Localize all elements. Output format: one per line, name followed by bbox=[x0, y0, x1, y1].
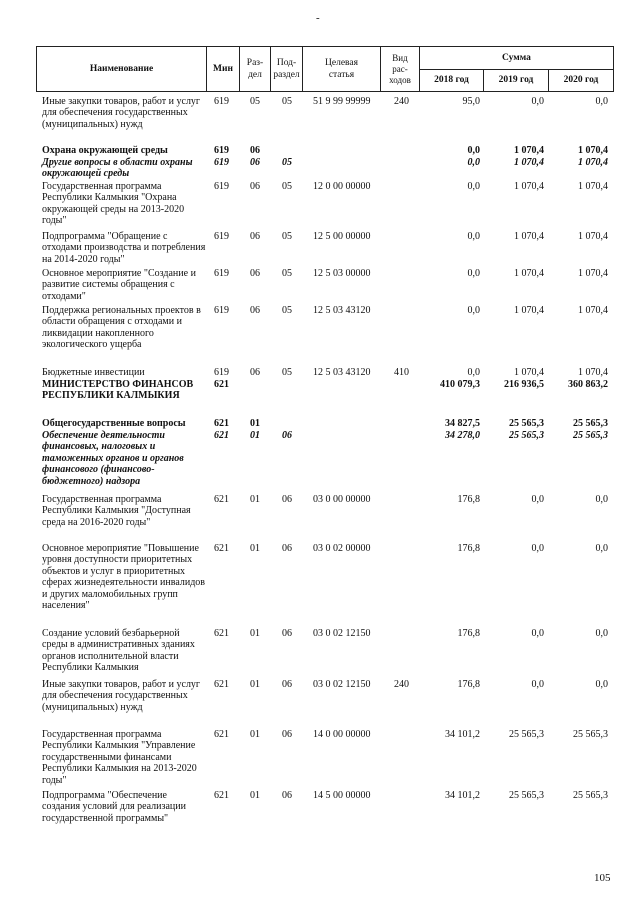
row-name-cell: Государственная программа Республики Калмыкия "Управление государственными финансами Республики Калмыкия на 2013-2020 годы" bbox=[42, 729, 197, 786]
row-podrazdel-cell: 05 bbox=[282, 157, 292, 168]
row-sum-2020-cell: 1 070,4 bbox=[578, 181, 608, 192]
row-razdel-cell: 06 bbox=[250, 157, 260, 168]
header-vid: Вид рас- ходов bbox=[381, 47, 420, 91]
row-sum-2019-cell: 1 070,4 bbox=[514, 145, 544, 156]
row-min-cell: 621 bbox=[214, 628, 229, 639]
header-min: Мин bbox=[207, 47, 240, 91]
row-sum-2018-cell: 176,8 bbox=[457, 494, 480, 505]
row-podrazdel-cell: 06 bbox=[282, 679, 292, 690]
row-min-cell: 619 bbox=[214, 367, 229, 378]
row-sum-2020-cell: 0,0 bbox=[595, 96, 608, 107]
row-name-cell: Другие вопросы в области охраны окружающей среды bbox=[42, 157, 193, 180]
header-summa: Сумма bbox=[420, 47, 613, 70]
row-podrazdel-cell: 05 bbox=[282, 367, 292, 378]
row-sum-2018-cell: 34 101,2 bbox=[445, 729, 480, 740]
row-razdel-cell: 05 bbox=[250, 96, 260, 107]
row-podrazdel-cell: 06 bbox=[282, 494, 292, 505]
row-sum-2018-cell: 410 079,3 bbox=[440, 379, 480, 390]
row-cs-cell: 51 9 99 99999 bbox=[313, 96, 371, 107]
row-podrazdel-cell: 06 bbox=[282, 790, 292, 801]
header-name: Наименование bbox=[37, 47, 207, 91]
row-vid-cell: 240 bbox=[394, 96, 409, 107]
row-razdel-cell: 01 bbox=[250, 729, 260, 740]
row-razdel-cell: 01 bbox=[250, 679, 260, 690]
row-sum-2020-cell: 1 070,4 bbox=[578, 268, 608, 279]
row-sum-2019-cell: 1 070,4 bbox=[514, 305, 544, 316]
row-sum-2019-cell: 0,0 bbox=[531, 543, 544, 554]
row-sum-2020-cell: 1 070,4 bbox=[578, 305, 608, 316]
row-name-cell: МИНИСТЕРСТВО ФИНАНСОВ РЕСПУБЛИКИ КАЛМЫКИЯ bbox=[42, 379, 194, 402]
row-cs-cell: 03 0 02 12150 bbox=[313, 679, 371, 690]
row-sum-2020-cell: 1 070,4 bbox=[578, 145, 608, 156]
row-razdel-cell: 06 bbox=[250, 367, 260, 378]
row-sum-2020-cell: 25 565,3 bbox=[573, 430, 608, 441]
header-podrazdel: Под- раздел bbox=[271, 47, 303, 91]
row-cs-cell: 03 0 00 00000 bbox=[313, 494, 371, 505]
row-vid-cell: 410 bbox=[394, 367, 409, 378]
row-sum-2018-cell: 95,0 bbox=[462, 96, 480, 107]
row-sum-2020-cell: 1 070,4 bbox=[578, 157, 608, 168]
row-podrazdel-cell: 05 bbox=[282, 181, 292, 192]
row-podrazdel-cell: 06 bbox=[282, 543, 292, 554]
row-sum-2019-cell: 0,0 bbox=[531, 494, 544, 505]
row-name-cell: Подпрограмма "Обеспечение создания условий для реализации государственной программы" bbox=[42, 790, 186, 824]
row-razdel-cell: 01 bbox=[250, 418, 260, 429]
row-sum-2018-cell: 0,0 bbox=[467, 181, 480, 192]
row-min-cell: 619 bbox=[214, 145, 229, 156]
row-min-cell: 621 bbox=[214, 729, 229, 740]
row-min-cell: 621 bbox=[214, 543, 229, 554]
row-sum-2018-cell: 0,0 bbox=[467, 305, 480, 316]
row-sum-2019-cell: 1 070,4 bbox=[514, 181, 544, 192]
row-sum-2020-cell: 0,0 bbox=[595, 494, 608, 505]
row-name-cell: Поддержка региональных проектов в области обращения с отходами и ликвидации накопленного экологического ущерба bbox=[42, 305, 201, 351]
row-razdel-cell: 06 bbox=[250, 268, 260, 279]
row-cs-cell: 12 5 03 43120 bbox=[313, 367, 371, 378]
row-sum-2018-cell: 176,8 bbox=[457, 628, 480, 639]
row-razdel-cell: 01 bbox=[250, 790, 260, 801]
row-sum-2019-cell: 1 070,4 bbox=[514, 367, 544, 378]
row-min-cell: 621 bbox=[214, 379, 229, 390]
row-sum-2018-cell: 0,0 bbox=[467, 157, 480, 168]
row-name-cell: Основное мероприятие "Создание и развитие системы обращения с отходами" bbox=[42, 268, 196, 302]
row-name-cell: Подпрограмма "Обращение с отходами производства и потребления на 2014-2020 годы" bbox=[42, 231, 206, 265]
row-sum-2020-cell: 1 070,4 bbox=[578, 231, 608, 242]
row-cs-cell: 12 5 03 00000 bbox=[313, 268, 371, 279]
header-year-2020: 2020 год bbox=[563, 75, 599, 85]
row-sum-2018-cell: 176,8 bbox=[457, 679, 480, 690]
row-cs-cell: 12 0 00 00000 bbox=[313, 181, 371, 192]
row-min-cell: 619 bbox=[214, 96, 229, 107]
page-number: 105 bbox=[594, 872, 611, 884]
row-sum-2018-cell: 0,0 bbox=[467, 231, 480, 242]
row-podrazdel-cell: 05 bbox=[282, 231, 292, 242]
row-name-cell: Основное мероприятие "Повышение уровня доступности приоритетных объектов и услуг в приоритетных сферах жизнедеятельности инвалидов и других маломобильных групп населения" bbox=[42, 543, 206, 612]
row-razdel-cell: 01 bbox=[250, 494, 260, 505]
row-sum-2018-cell: 0,0 bbox=[467, 367, 480, 378]
row-sum-2019-cell: 0,0 bbox=[531, 679, 544, 690]
row-sum-2019-cell: 216 936,5 bbox=[504, 379, 544, 390]
top-mark: - bbox=[316, 12, 320, 24]
row-sum-2020-cell: 25 565,3 bbox=[573, 729, 608, 740]
row-sum-2019-cell: 1 070,4 bbox=[514, 157, 544, 168]
row-min-cell: 621 bbox=[214, 790, 229, 801]
row-sum-2019-cell: 0,0 bbox=[531, 628, 544, 639]
row-min-cell: 619 bbox=[214, 268, 229, 279]
row-podrazdel-cell: 06 bbox=[282, 729, 292, 740]
row-sum-2019-cell: 25 565,3 bbox=[509, 418, 544, 429]
row-name-cell: Охрана окружающей среды bbox=[42, 145, 168, 156]
row-sum-2018-cell: 0,0 bbox=[467, 268, 480, 279]
row-podrazdel-cell: 05 bbox=[282, 268, 292, 279]
row-sum-2019-cell: 25 565,3 bbox=[509, 430, 544, 441]
row-name-cell: Создание условий безбарьерной среды в административных зданиях органов исполнительной власти Республики Калмыкия bbox=[42, 628, 195, 674]
row-sum-2020-cell: 25 565,3 bbox=[573, 790, 608, 801]
row-name-cell: Бюджетные инвестиции bbox=[42, 367, 145, 378]
row-name-cell: Иные закупки товаров, работ и услуг для обеспечения государственных (муниципальных) нужд bbox=[42, 679, 201, 713]
row-cs-cell: 12 5 03 43120 bbox=[313, 305, 371, 316]
row-sum-2018-cell: 34 827,5 bbox=[445, 418, 480, 429]
row-sum-2019-cell: 25 565,3 bbox=[509, 729, 544, 740]
row-cs-cell: 14 5 00 00000 bbox=[313, 790, 371, 801]
row-min-cell: 619 bbox=[214, 231, 229, 242]
row-min-cell: 621 bbox=[214, 418, 229, 429]
table-header bbox=[36, 46, 614, 92]
row-min-cell: 621 bbox=[214, 679, 229, 690]
row-min-cell: 619 bbox=[214, 305, 229, 316]
row-sum-2020-cell: 0,0 bbox=[595, 543, 608, 554]
header-year-2018: 2018 год bbox=[420, 69, 484, 91]
row-cs-cell: 14 0 00 00000 bbox=[313, 729, 371, 740]
row-razdel-cell: 06 bbox=[250, 231, 260, 242]
row-sum-2019-cell: 25 565,3 bbox=[509, 790, 544, 801]
row-podrazdel-cell: 05 bbox=[282, 305, 292, 316]
row-sum-2019-cell: 1 070,4 bbox=[514, 268, 544, 279]
row-sum-2020-cell: 1 070,4 bbox=[578, 367, 608, 378]
row-podrazdel-cell: 06 bbox=[282, 430, 292, 441]
row-name-cell: Государственная программа Республики Калмыкия "Доступная среда на 2016-2020 годы" bbox=[42, 494, 191, 528]
row-sum-2020-cell: 0,0 bbox=[595, 679, 608, 690]
row-sum-2020-cell: 25 565,3 bbox=[573, 418, 608, 429]
row-sum-2018-cell: 34 278,0 bbox=[445, 430, 480, 441]
row-cs-cell: 03 0 02 00000 bbox=[313, 543, 371, 554]
row-razdel-cell: 06 bbox=[250, 145, 260, 156]
row-podrazdel-cell: 05 bbox=[282, 96, 292, 107]
row-sum-2018-cell: 34 101,2 bbox=[445, 790, 480, 801]
row-min-cell: 621 bbox=[214, 494, 229, 505]
row-min-cell: 619 bbox=[214, 181, 229, 192]
row-min-cell: 619 bbox=[214, 157, 229, 168]
row-cs-cell: 12 5 00 00000 bbox=[313, 231, 371, 242]
row-razdel-cell: 01 bbox=[250, 628, 260, 639]
row-sum-2018-cell: 176,8 bbox=[457, 543, 480, 554]
row-cs-cell: 03 0 02 12150 bbox=[313, 628, 371, 639]
row-name-cell: Иные закупки товаров, работ и услуг для обеспечения государственных (муниципальных) нужд bbox=[42, 96, 201, 130]
row-razdel-cell: 06 bbox=[250, 181, 260, 192]
header-year-2019: 2019 год bbox=[484, 69, 549, 91]
row-sum-2020-cell: 360 863,2 bbox=[568, 379, 608, 390]
row-name-cell: Обеспечение деятельности финансовых, налоговых и таможенных органов и органов финансового (финансово-бюджетного) надзора bbox=[42, 430, 184, 487]
row-sum-2018-cell: 0,0 bbox=[467, 145, 480, 156]
row-vid-cell: 240 bbox=[394, 679, 409, 690]
row-sum-2019-cell: 1 070,4 bbox=[514, 231, 544, 242]
row-sum-2019-cell: 0,0 bbox=[531, 96, 544, 107]
row-name-cell: Государственная программа Республики Калмыкия "Охрана окружающей среды на 2013-2020 годы" bbox=[42, 181, 185, 227]
row-name-cell: Общегосударственные вопросы bbox=[42, 418, 186, 429]
row-sum-2020-cell: 0,0 bbox=[595, 628, 608, 639]
header-razdel: Раз- дел bbox=[240, 47, 271, 91]
row-podrazdel-cell: 06 bbox=[282, 628, 292, 639]
row-razdel-cell: 06 bbox=[250, 305, 260, 316]
header-cs: Целевая статья bbox=[303, 47, 381, 91]
row-razdel-cell: 01 bbox=[250, 543, 260, 554]
row-min-cell: 621 bbox=[214, 430, 229, 441]
row-razdel-cell: 01 bbox=[250, 430, 260, 441]
